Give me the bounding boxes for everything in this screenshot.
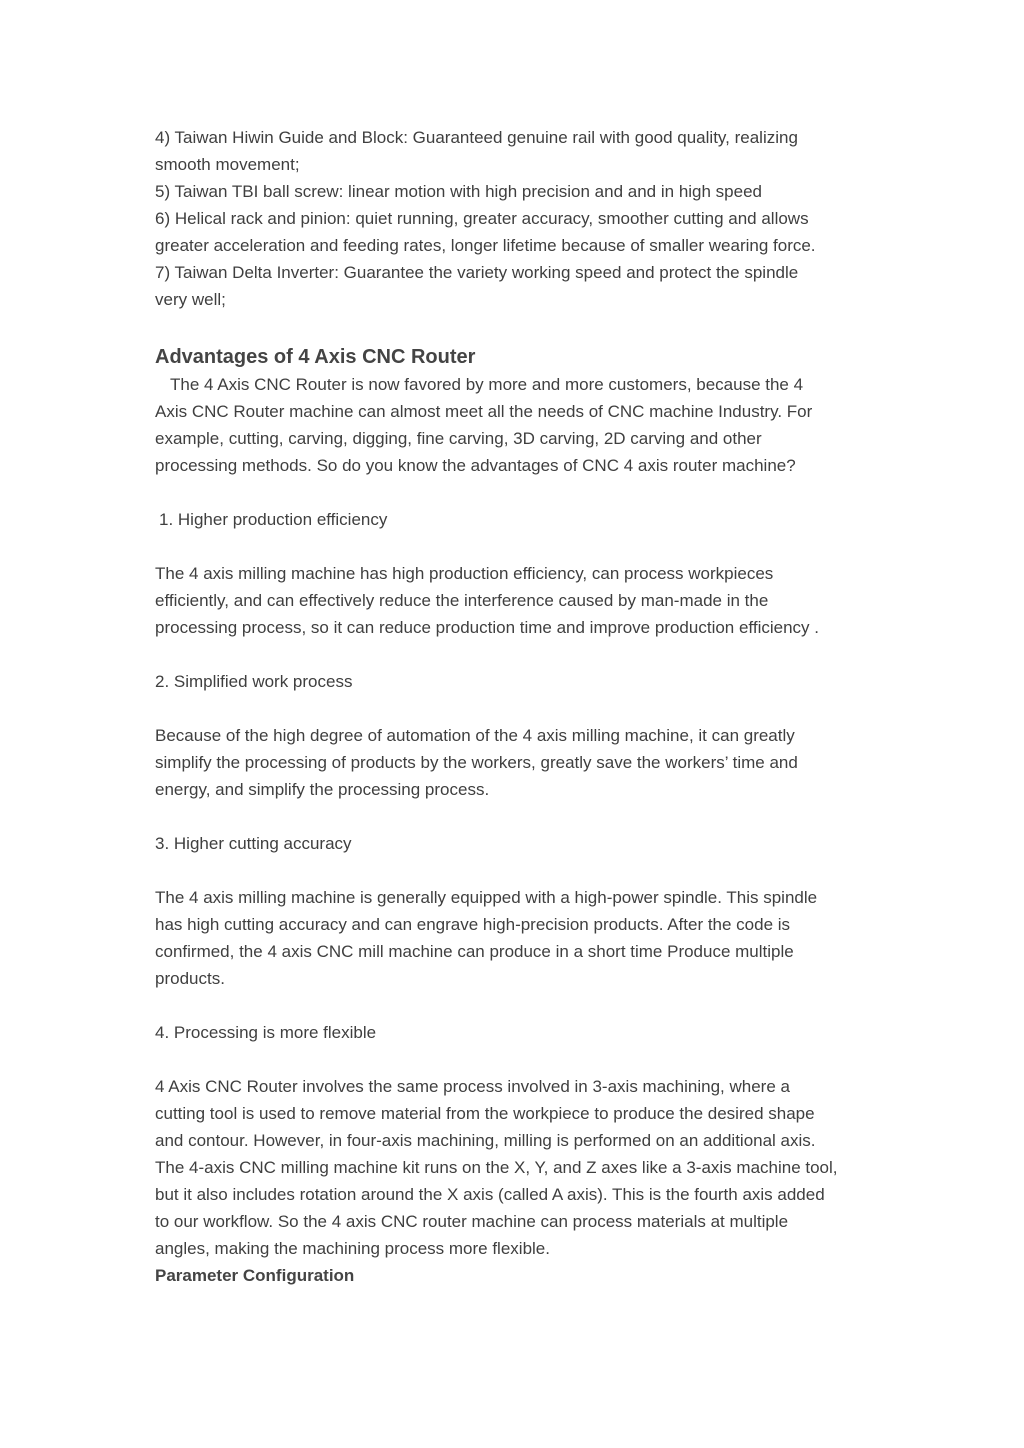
body-line: has high cutting accuracy and can engrave high-precision products. After the code is <box>155 915 791 934</box>
body-line: The 4 axis milling machine is generally equipped with a high-power spindle. This spindle <box>155 888 818 907</box>
spacer <box>155 695 885 722</box>
feature-line: 5) Taiwan TBI ball screw: linear motion with high precision and and in high speed <box>155 182 762 201</box>
advantage-body <box>155 884 885 992</box>
advantage-title: 2. Simplified work process <box>155 672 353 691</box>
advantage-title: 3. Higher cutting accuracy <box>155 834 352 853</box>
intro-line: The 4 Axis CNC Router is now favored by more and more customers, because the 4 <box>170 375 804 394</box>
intro-line: Axis CNC Router machine can almost meet all the needs of CNC machine Industry. For <box>155 402 813 421</box>
feature-list <box>155 124 885 313</box>
spacer <box>155 992 885 1019</box>
feature-item <box>155 205 885 259</box>
feature-line: 6) Helical rack and pinion: quiet running, greater accuracy, smoother cutting and allows <box>155 209 809 228</box>
spacer <box>155 533 885 560</box>
feature-item <box>155 178 885 205</box>
body-line: to our workflow. So the 4 axis CNC router machine can process materials at multiple <box>155 1212 789 1231</box>
spacer <box>155 479 885 506</box>
body-line: efficiently, and can effectively reduce the interference caused by man-made in the <box>155 591 769 610</box>
feature-line: smooth movement; <box>155 155 300 174</box>
intro-line: processing methods. So do you know the advantages of CNC 4 axis router machine? <box>155 456 796 475</box>
section-heading-advantages: Advantages of 4 Axis CNC Router <box>155 346 476 368</box>
body-line: The 4 axis milling machine has high production efficiency, can process workpieces <box>155 564 774 583</box>
spacer <box>155 803 885 830</box>
intro-line: example, cutting, carving, digging, fine carving, 3D carving, 2D carving and other <box>155 429 762 448</box>
advantage-title: 4. Processing is more flexible <box>155 1023 377 1042</box>
advantage-body <box>155 722 885 803</box>
body-line: The 4-axis CNC milling machine kit runs on the X, Y, and Z axes like a 3-axis machine tool, <box>155 1158 838 1177</box>
body-line: products. <box>155 969 225 988</box>
body-line: but it also includes rotation around the X axis (called A axis). This is the fourth axis added <box>155 1185 825 1204</box>
feature-line: greater acceleration and feeding rates, longer lifetime because of smaller wearing force. <box>155 236 816 255</box>
section-heading-parameter-configuration: Parameter Configuration <box>155 1266 355 1285</box>
body-line: processing process, so it can reduce production time and improve production efficiency . <box>155 618 819 637</box>
body-line: simplify the processing of products by the workers, greatly save the workers’ time and <box>155 753 798 772</box>
advantage-title: 1. Higher production efficiency <box>159 510 388 529</box>
body-line: and contour. However, in four-axis machining, milling is performed on an additional axis. <box>155 1131 816 1150</box>
body-line: 4 Axis CNC Router involves the same process involved in 3-axis machining, where a <box>155 1077 790 1096</box>
spacer <box>155 1046 885 1073</box>
feature-item <box>155 124 885 178</box>
advantage-body <box>155 1073 885 1262</box>
body-line: angles, making the machining process more flexible. <box>155 1239 550 1258</box>
document-page <box>155 124 885 1289</box>
body-line: confirmed, the 4 axis CNC mill machine can produce in a short time Produce multiple <box>155 942 794 961</box>
body-line: Because of the high degree of automation of the 4 axis milling machine, it can greatly <box>155 726 795 745</box>
feature-line: 7) Taiwan Delta Inverter: Guarantee the variety working speed and protect the spindle <box>155 263 799 282</box>
feature-line: 4) Taiwan Hiwin Guide and Block: Guaranteed genuine rail with good quality, realizing <box>155 128 798 147</box>
advantages-intro <box>155 371 885 479</box>
feature-item <box>155 259 885 313</box>
body-line: energy, and simplify the processing process. <box>155 780 490 799</box>
spacer <box>155 857 885 884</box>
spacer <box>155 641 885 668</box>
advantage-body <box>155 560 885 641</box>
feature-line: very well; <box>155 290 226 309</box>
body-line: cutting tool is used to remove material from the workpiece to produce the desired shape <box>155 1104 815 1123</box>
